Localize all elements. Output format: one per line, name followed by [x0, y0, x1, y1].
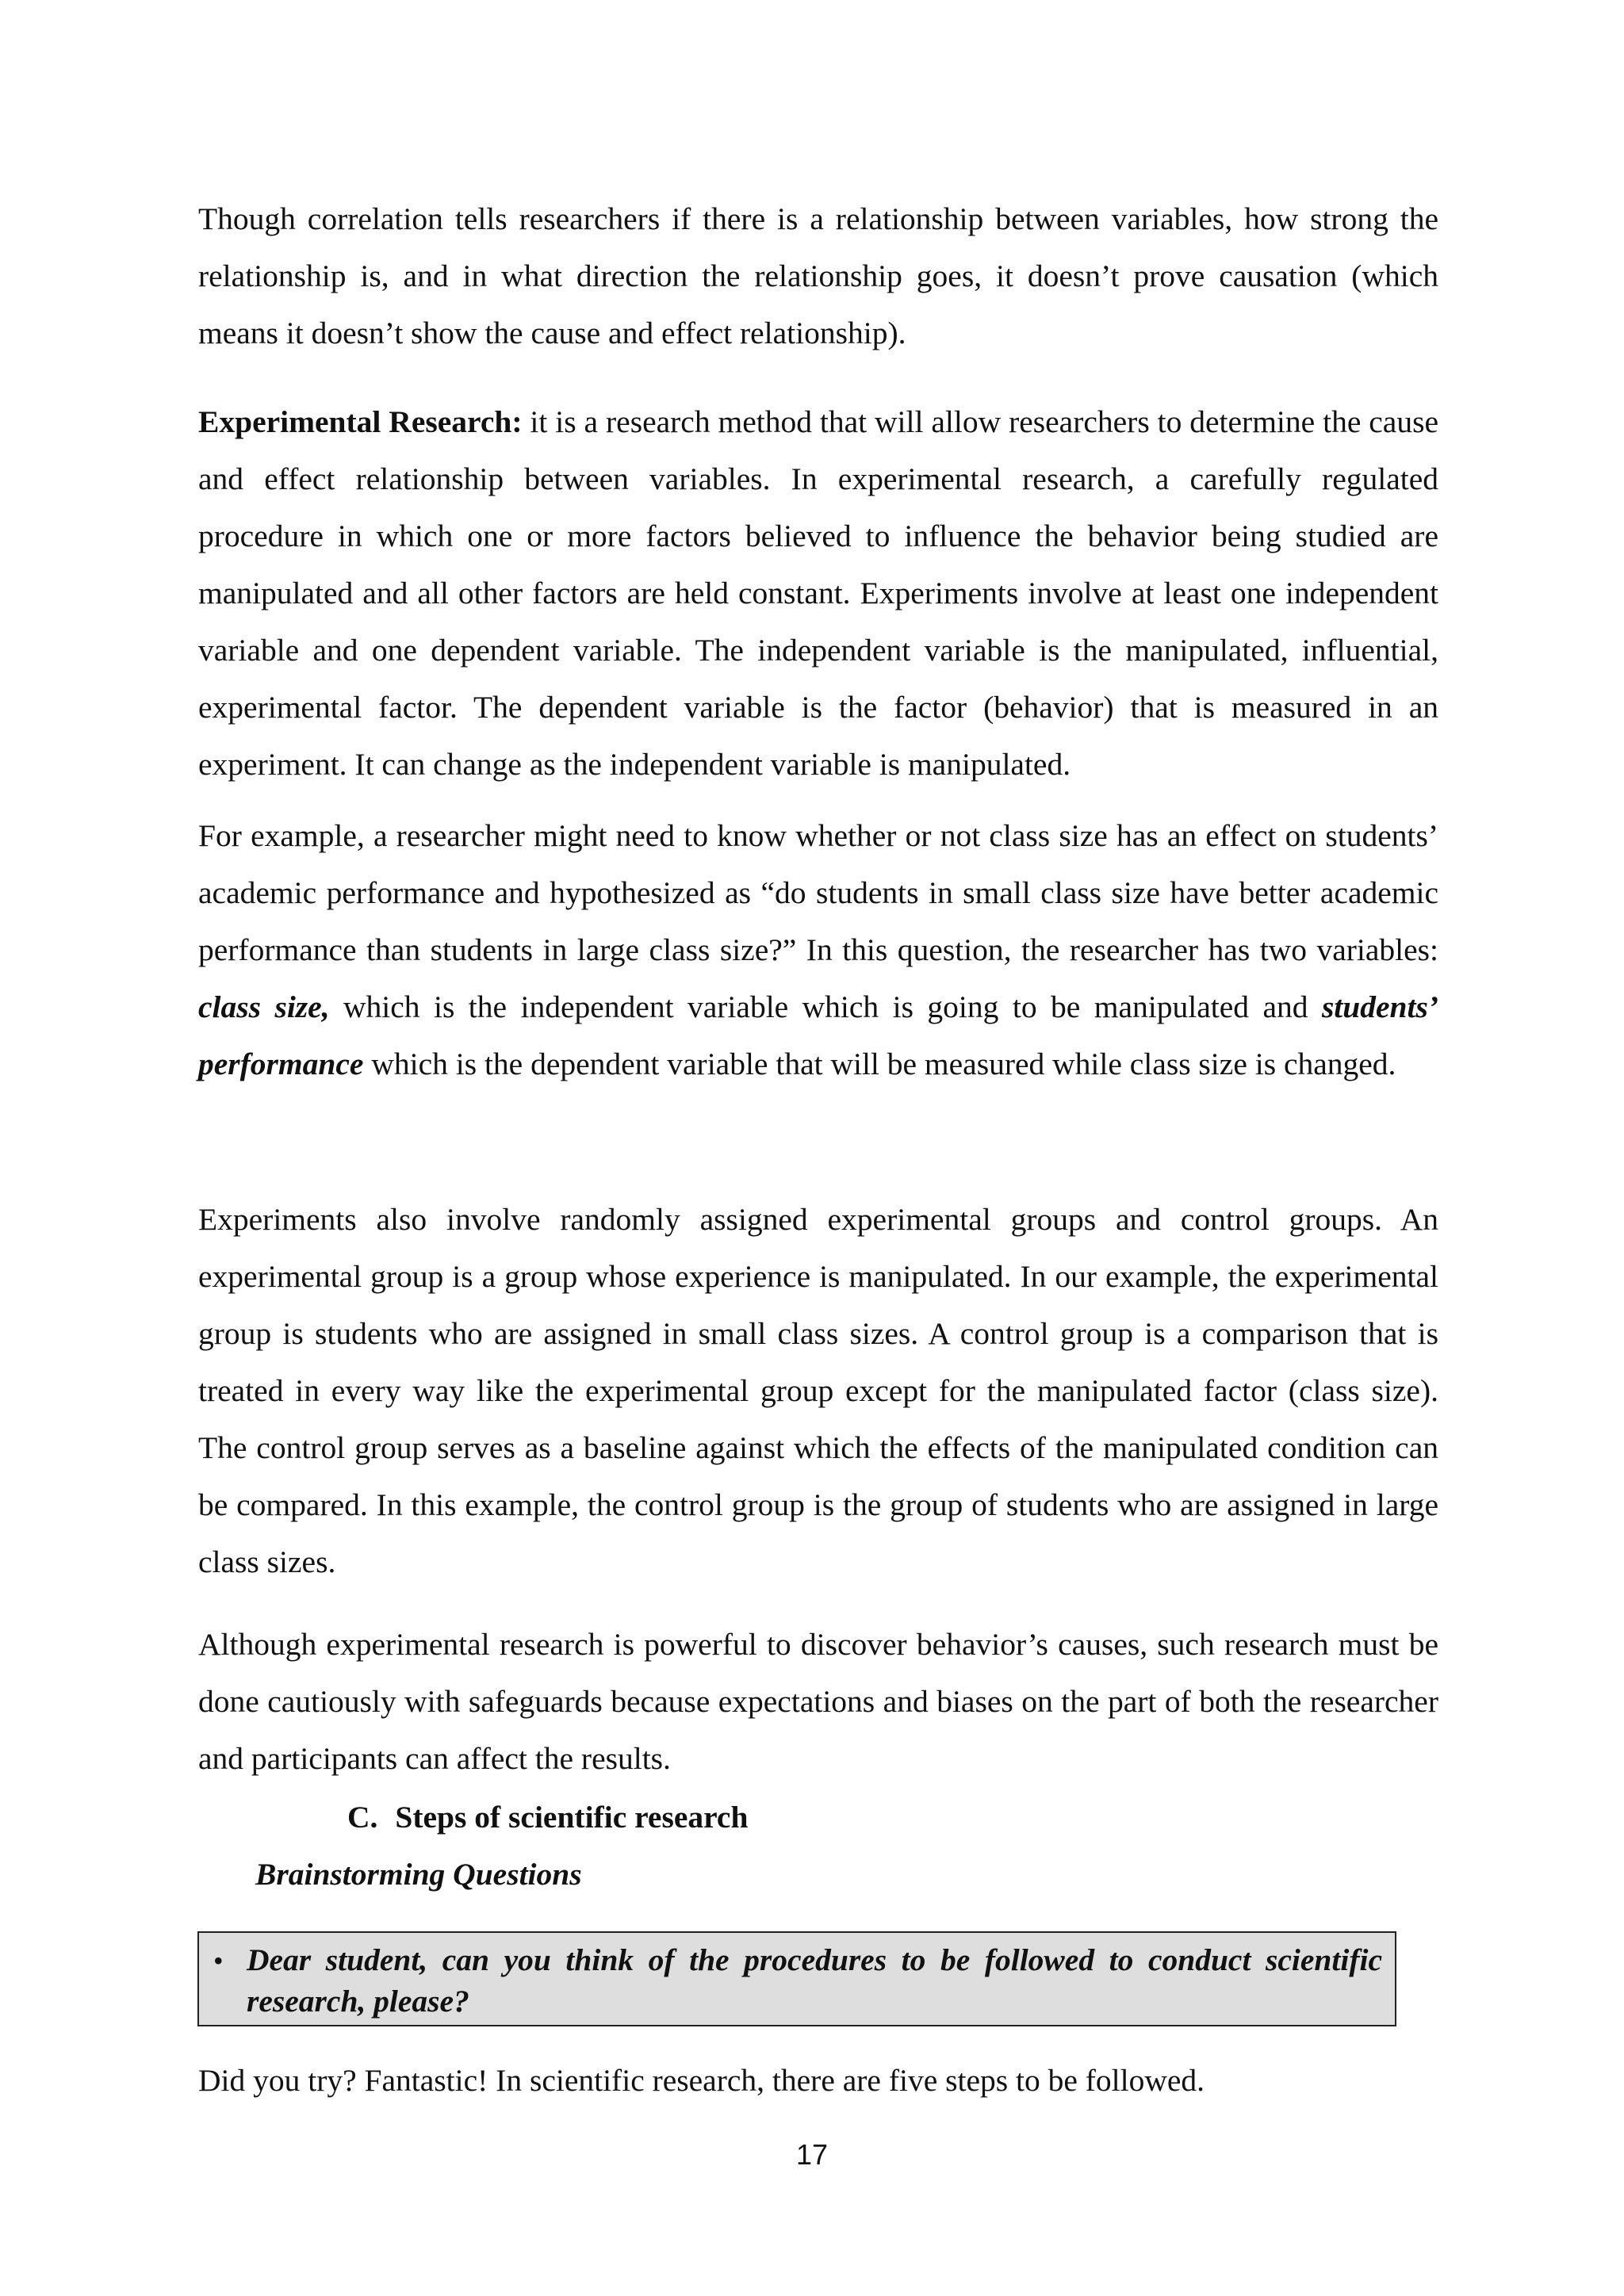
section-title: Steps of scientific research [395, 1800, 749, 1835]
paragraph-experimental-research [198, 393, 1438, 793]
brainstorming-subheading: Brainstorming Questions [255, 1857, 582, 1892]
section-heading [347, 1793, 748, 1841]
paragraph-experimental-groups: Experiments also involve randomly assigned experimental groups and control groups. An experimental group is a group whose experience is manipulated. In our example, the experimental group is students who are assigned in small class sizes. A control group is a comparison that is treated in every way like the experimental group except for the manipulated factor (class size). The control group serves as a baseline against which the effects of the manipulated condition can be compared. In this example, the control group is the group of students who are assigned in large class sizes. [198, 1202, 1438, 1579]
paragraph-example-part2: which is the independent variable which is going to be manipulated and [329, 989, 1322, 1024]
paragraph-example-part1: For example, a researcher might need to know whether or not class size has an effect on students’ academic performance and hypothesized as “do students in small class size have better academic performance than students in large class size?” In this question, the researcher has two variables: [198, 818, 1438, 967]
paragraph-caution: Although experimental research is powerful to discover behavior’s causes, such research must be done cautiously with safeguards because expectations and biases on the part of both the researcher and participants can affect the results. [198, 1627, 1438, 1776]
paragraph-example-part3: which is the dependent variable that will be measured while class size is changed. [363, 1047, 1396, 1081]
section-letter: C. [347, 1800, 378, 1835]
paragraph-experimental-research-body: it is a research method that will allow researchers to determine the cause and effect relationship between variables. In experimental research, a carefully regulated procedure in which one or more factors believed to influence the behavior being studied are manipulated and all other factors are held constant. Experiments involve at least one independent variable and one dependent variable. The independent variable is the manipulated, influential, experimental factor. The dependent variable is the factor (behavior) that is measured in an experiment. It can change as the independent variable is manipulated. [198, 404, 1438, 782]
term-experimental-research: Experimental Research: [198, 404, 523, 439]
question-text: Dear student, can you think of the procedures to be followed to conduct scientific research, please? [247, 1942, 1382, 2019]
paragraph-correlation: Though correlation tells researchers if there is a relationship between variables, how strong the relationship is, and in what direction the relationship goes, it doesn’t prove causation (which means it doesn’t show the cause and effect relationship). [198, 201, 1438, 350]
closing-sentence: Did you try? Fantastic! In scientific research, there are five steps to be followed. [198, 2063, 1205, 2098]
paragraph-example [198, 807, 1438, 1093]
term-students-performance: students’ performance [198, 989, 1439, 1081]
page-number: 17 [795, 2138, 829, 2171]
bullet-icon: • [213, 1945, 224, 1976]
term-class-size: class size, [198, 989, 330, 1024]
question-box [197, 1931, 1396, 2026]
